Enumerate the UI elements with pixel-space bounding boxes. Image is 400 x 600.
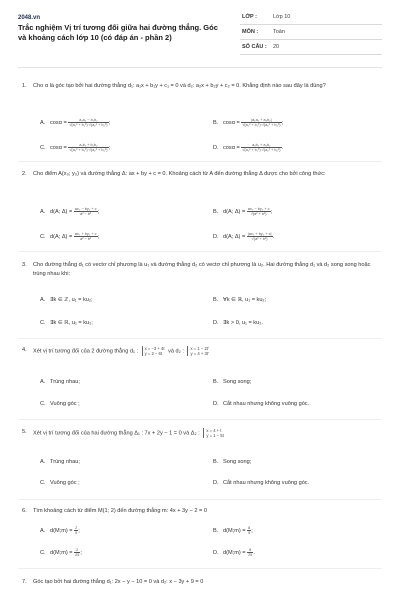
- option-label: C.: [40, 549, 46, 556]
- option-2c[interactable]: [40, 232, 99, 241]
- option-3d[interactable]: [213, 320, 263, 326]
- fraction-numerator: a₁b₁ + b₁b₂: [68, 143, 108, 148]
- option-label: B.: [213, 379, 219, 385]
- fraction-denominator: √(a² + b²): [251, 237, 268, 241]
- fraction-denominator: 25: [248, 553, 253, 557]
- question-text: Tìm khoảng cách từ điểm M(1; 2) đến đường thẳng m: 4x + 3y − 2 = 0: [33, 508, 207, 514]
- question-text: Cho đường thẳng d₁ có vectơ chỉ phương là u₁ và đường thẳng d₂ có vectơ chỉ phương là u₂. Hai đường thẳng d₁ và d₂ song song hoặc trùng nhau khi:: [33, 262, 371, 277]
- question-divider: [18, 499, 382, 500]
- logo-sub: .vn: [31, 15, 41, 21]
- option-label: D.: [213, 233, 219, 240]
- question-number: 1.: [22, 83, 27, 89]
- option-fraction: [68, 143, 108, 152]
- meta-row-count: [240, 40, 382, 55]
- option-3b[interactable]: [213, 297, 266, 303]
- fraction-denominator: a² − b²: [80, 212, 92, 216]
- fraction-denominator: √(a₁² + b₁²)·√(a₂² + b₂²): [69, 123, 108, 127]
- option-prefix: d(M;m) =: [223, 549, 246, 556]
- option-3c[interactable]: [40, 320, 93, 326]
- option-fraction: [74, 232, 98, 241]
- meta-row-subject: [240, 25, 382, 40]
- option-label: B.: [213, 459, 219, 465]
- option-prefix: cosα =: [50, 144, 67, 151]
- equation-line: x = −3 + 4t: [144, 346, 165, 351]
- option-2d[interactable]: [213, 232, 274, 241]
- meta-key: MÔN :: [242, 29, 259, 35]
- option-suffix: ;: [270, 208, 273, 215]
- option-label: C.: [40, 233, 46, 240]
- option-label: B.: [213, 527, 219, 534]
- option-5a[interactable]: [40, 459, 80, 465]
- fraction-denominator: √(a² + b²): [250, 212, 267, 216]
- document-title: Trắc nghiệm Vị trí tương đối giữa hai đường thẳng. Góc và khoảng cách lớp 10 (có đáp án - phần 2): [18, 23, 218, 42]
- option-5d[interactable]: [213, 480, 309, 486]
- fraction-numerator: ax₀ − by₀ + c: [74, 207, 97, 211]
- question-divider: [18, 251, 382, 252]
- option-text: Vuông góc ;: [50, 480, 80, 486]
- fraction-numerator: a₁b₁ + a₂b₂: [241, 143, 281, 148]
- option-suffix: ;: [281, 119, 284, 126]
- option-text: Cắt nhau nhưng không vuông góc.: [223, 401, 310, 407]
- question-text-before: Xét vị trí tương đối của 2 đường thẳng d₁ :: [33, 348, 139, 355]
- fraction-numerator: 2: [75, 526, 78, 530]
- equation-line: x = 4 + t: [206, 428, 222, 433]
- fraction-denominator: a² − b²: [80, 237, 92, 241]
- question-text: Cho điểm A(x₀; y₀) và đường thẳng Δ: ax + by + c = 0. Khoảng cách từ A đến đường thẳng Δ được cho bởi công thức:: [33, 171, 326, 177]
- question-number: 2.: [22, 171, 27, 177]
- option-label: C.: [40, 320, 46, 326]
- question-number: 4.: [22, 347, 27, 353]
- option-label: D.: [213, 480, 219, 486]
- meta-value: Toán: [273, 29, 285, 35]
- option-fraction: [247, 207, 271, 216]
- option-text: ∀k ∈ ℝ, u₁ = ku₂;: [223, 297, 267, 303]
- option-fraction: [241, 143, 281, 152]
- option-5c[interactable]: [40, 480, 80, 486]
- question-text-mid: và d₂ :: [168, 348, 184, 355]
- fraction-denominator: √(a₁² + b₁²)·√(a₂² + b₂²): [69, 148, 108, 152]
- option-label: A.: [40, 119, 46, 126]
- option-4c[interactable]: [40, 401, 80, 407]
- question-divider: [18, 419, 382, 420]
- option-2a[interactable]: [40, 207, 99, 216]
- option-6b[interactable]: [213, 526, 253, 535]
- option-prefix: cosα =: [50, 119, 67, 126]
- option-fraction: [74, 207, 98, 216]
- fraction-numerator: |ax₀ + by₀ + c|: [247, 232, 272, 236]
- option-2b[interactable]: [213, 207, 272, 216]
- option-text: Vuông góc ;: [50, 401, 80, 407]
- meta-key: LỚP :: [242, 14, 257, 20]
- logo-main: 2048: [18, 15, 32, 21]
- question-text: Cho α là góc tạo bởi hai đường thẳng d₁: a₁x + b₁y + c₁ = 0 và d₂: a₂x + b₂y + c₂ = 0. Khẳng định nào sau đây là đúng?: [33, 83, 326, 89]
- fraction-numerator: ax₀ + by₀ + c: [74, 232, 97, 236]
- question-text: [33, 428, 381, 438]
- option-prefix: d(M;m) =: [50, 549, 73, 556]
- option-text: Trùng nhau;: [50, 459, 80, 465]
- fraction-numerator: 8: [248, 526, 251, 530]
- option-label: B.: [213, 297, 219, 303]
- option-label: D.: [213, 320, 219, 326]
- option-label: C.: [40, 144, 46, 151]
- equation-system-d2: [187, 346, 208, 356]
- option-5b[interactable]: [213, 459, 251, 465]
- site-logo[interactable]: [18, 10, 40, 22]
- fraction-denominator: 5: [75, 531, 78, 535]
- fraction-denominator: 5: [248, 531, 251, 535]
- question-divider: [18, 338, 382, 339]
- option-label: A.: [40, 379, 46, 385]
- option-1d[interactable]: [213, 143, 283, 152]
- option-text: Trùng nhau;: [50, 379, 80, 385]
- option-text: Song song;: [223, 379, 252, 385]
- option-label: B.: [213, 119, 219, 126]
- meta-key: SỐ CÂU :: [242, 44, 267, 50]
- option-prefix: cosα =: [223, 119, 240, 126]
- equation-line: y = 4 + 3t′: [190, 351, 209, 356]
- option-suffix: ;: [251, 527, 253, 534]
- option-prefix: d(M;m) =: [223, 527, 246, 534]
- option-suffix: ;: [97, 233, 100, 240]
- document-header: [18, 10, 382, 60]
- option-prefix: d(A; Δ) =: [223, 208, 246, 215]
- option-text: Cắt nhau nhưng không vuông góc.: [223, 480, 310, 486]
- option-4d[interactable]: [213, 401, 309, 407]
- option-1b[interactable]: [213, 118, 283, 127]
- option-1a[interactable]: [40, 118, 110, 127]
- option-prefix: d(A; Δ) =: [50, 208, 73, 215]
- option-prefix: d(A; Δ) =: [50, 233, 73, 240]
- option-label: D.: [213, 401, 219, 407]
- option-6c[interactable]: [40, 548, 82, 557]
- option-prefix: cosα =: [223, 144, 240, 151]
- option-label: C.: [40, 401, 46, 407]
- option-6d[interactable]: [213, 548, 255, 557]
- fraction-denominator: √(a₁² + b₁²)·√(a₂² + b₂²): [242, 148, 281, 152]
- option-suffix: ;: [97, 208, 100, 215]
- fraction-numerator: 8: [247, 548, 253, 553]
- header-divider: [18, 67, 382, 68]
- meta-value: Lớp 10: [273, 14, 291, 20]
- option-label: A.: [40, 527, 46, 534]
- equation-line: y = 2 − 6t: [144, 351, 163, 356]
- option-label: A.: [40, 459, 46, 465]
- option-text: ∃k ∈ ℤ, u₁ = ku₂;: [50, 297, 93, 303]
- meta-table: [240, 10, 382, 55]
- question-divider: [18, 161, 382, 162]
- fraction-numerator: |a₁a₂ + a₂b₂|: [241, 118, 281, 123]
- fraction-numerator: 2: [74, 548, 80, 553]
- option-label: C.: [40, 480, 46, 486]
- question-number: 6.: [22, 508, 27, 514]
- option-suffix: .: [253, 549, 255, 556]
- question-number: 5.: [22, 429, 27, 435]
- option-suffix: ;: [80, 549, 82, 556]
- option-label: D.: [213, 549, 219, 556]
- question-number: 7.: [22, 579, 27, 585]
- option-fraction: [241, 118, 281, 127]
- option-prefix: d(M;m) =: [50, 527, 73, 534]
- option-label: A.: [40, 208, 46, 215]
- equation-system-d1: [142, 346, 165, 356]
- option-prefix: d(A; Δ) =: [223, 233, 246, 240]
- question-text: [33, 346, 381, 356]
- option-label: D.: [213, 144, 219, 151]
- option-4b[interactable]: [213, 379, 251, 385]
- option-suffix: ;: [78, 527, 80, 534]
- option-text: Song song;: [223, 459, 252, 465]
- equation-line: y = 1 − 5t: [206, 433, 224, 438]
- question-divider: [18, 568, 382, 569]
- option-label: B.: [213, 208, 219, 215]
- option-label: A.: [40, 297, 46, 303]
- meta-value: 20: [273, 44, 280, 50]
- fraction-denominator: 25: [75, 553, 80, 557]
- option-text: ∃k ∈ ℝ, u₁ = ku₂;: [50, 320, 93, 326]
- option-suffix: .: [272, 233, 275, 240]
- fraction-denominator: √(a₁² + b₁²)·√(a₂² + b₂²): [242, 123, 281, 127]
- equation-system-delta2: [203, 428, 223, 438]
- meta-row-class: [240, 10, 382, 25]
- fraction-numerator: ax₀ − by₀ + c: [247, 207, 270, 211]
- question-text-before: Xét vị trí tương đối của hai đường thẳng Δ₁ : 7x + 2y − 1 = 0 và Δ₂ :: [33, 430, 200, 437]
- option-suffix: ;: [108, 119, 111, 126]
- option-fraction: [68, 118, 108, 127]
- fraction-numerator: a₁a₂ − b₁b₂: [68, 118, 108, 123]
- equation-line: x = 1 − 2t′: [190, 346, 209, 351]
- option-fraction: [247, 232, 273, 241]
- question-number: 3.: [22, 262, 27, 268]
- option-text: ∃k > 0, u₁ = ku₂.: [223, 320, 263, 326]
- option-4a[interactable]: [40, 379, 80, 385]
- option-6a[interactable]: [40, 526, 80, 535]
- option-1c[interactable]: [40, 143, 110, 152]
- option-suffix: .: [281, 144, 284, 151]
- option-suffix: ;: [108, 144, 111, 151]
- option-3a[interactable]: [40, 297, 93, 303]
- question-text: Góc tạo bởi hai đường thẳng d₁: 2x − y − 10 = 0 và d₂: x − 3y + 9 = 0: [33, 579, 204, 585]
